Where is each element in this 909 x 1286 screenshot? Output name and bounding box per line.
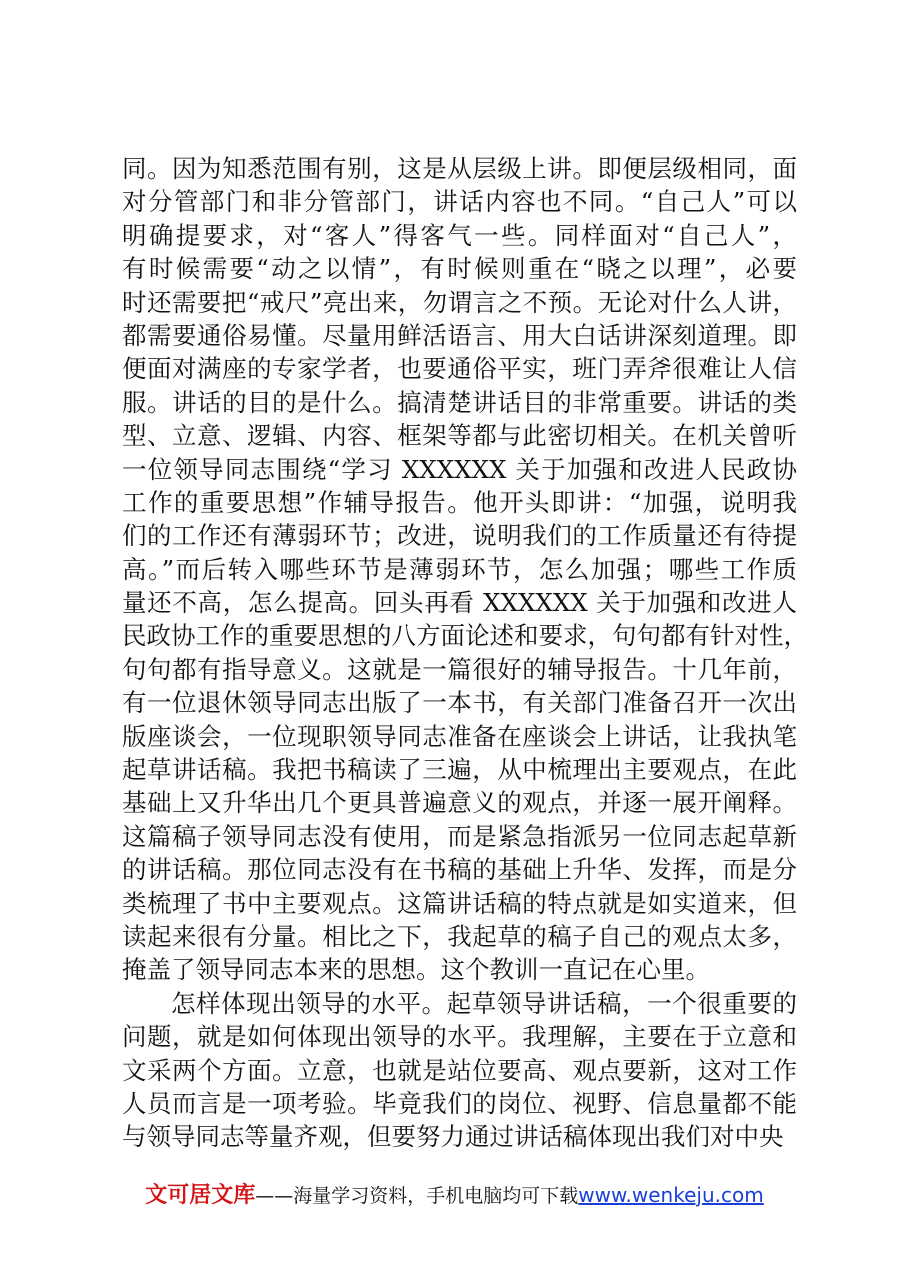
text-line: 们的工作还有薄弱环节；改进，说明我们的工作质量还有待提 (122, 521, 797, 551)
footer-tagline: ——海量学习资料，手机电脑均可下载 (255, 1185, 579, 1207)
text-line: 起草讲话稿。我把书稿读了三遍，从中梳理出主要观点，在此 (122, 755, 797, 785)
text-line: 读起来很有分量。相比之下，我起草的稿子自己的观点太多， (122, 921, 797, 951)
text-line: 怎样体现出领导的水平。起草领导讲话稿，一个很重要的 (171, 988, 797, 1018)
text-line: 的讲话稿。那位同志没有在书稿的基础上升华、发挥，而是分 (122, 855, 797, 885)
text-line: 掩盖了领导同志本来的思想。这个教训一直记在心里。 (122, 955, 710, 985)
text-line: 量还不高，怎么提高。回头再看 XXXXXX 关于加强和改进人 (122, 588, 797, 618)
text-line: 同。因为知悉范围有别，这是从层级上讲。即便层级相同，面 (122, 154, 797, 183)
text-line: 工作的重要思想”作辅导报告。他开头即讲：“加强，说明我 (122, 487, 797, 517)
text-line: 高。”而后转入哪些环节是薄弱环节，怎么加强；哪些工作质 (122, 554, 797, 584)
text-line: 便面对满座的专家学者，也要通俗平实，班门弄斧很难让人信 (122, 354, 797, 384)
paragraph-1 (122, 152, 808, 987)
text-line: 有一位退休领导同志出版了一本书，有关部门准备召开一次出 (122, 688, 797, 718)
paragraph-2 (122, 987, 797, 1154)
text-line: 有时候需要“动之以情”，有时候则重在“晓之以理”，必要 (122, 254, 797, 284)
text-line: 这篇稿子领导同志没有使用，而是紧急指派另一位同志起草新 (122, 821, 797, 851)
footer-link[interactable]: www.wenkeju.com (578, 1183, 764, 1207)
text-line: 型、立意、逻辑、内容、框架等都与此密切相关。在机关曾听 (122, 421, 797, 451)
text-line: 类梳理了书中主要观点。这篇讲话稿的特点就是如实道来，但 (122, 888, 797, 918)
text-line: 一位领导同志围绕“学习 XXXXXX 关于加强和改进人民政协 (122, 454, 797, 484)
text-line: 句句都有指导意义。这就是一篇很好的辅导报告。十几年前， (122, 654, 797, 684)
text-line: 版座谈会，一位现职领导同志准备在座谈会上讲话，让我执笔 (122, 721, 797, 751)
text-line: 基础上又升华出几个更具普遍意义的观点，并逐一展开阐释。 (122, 788, 797, 818)
text-line: 服。讲话的目的是什么。搞清楚讲话目的非常重要。讲话的类 (122, 387, 797, 417)
body-text (122, 152, 808, 1154)
text-line: 时还需要把“戒尺”亮出来，勿谓言之不预。无论对什么人讲， (122, 287, 797, 317)
footer-brand: 文可居文库 (145, 1183, 256, 1208)
text-line: 明确提要求，对“客人”得客气一些。同样面对“自己人”， (122, 220, 797, 250)
text-line: 文采两个方面。立意，也就是站位要高、观点要新，这对工作 (122, 1055, 797, 1085)
text-line: 与领导同志等量齐观，但要努力通过讲话稿体现出我们对中央 (122, 1122, 784, 1152)
text-line: 问题，就是如何体现出领导的水平。我理解，主要在于立意和 (122, 1022, 797, 1052)
text-line: 对分管部门和非分管部门，讲话内容也不同。“自己人”可以 (122, 187, 797, 217)
footer-banner (0, 1180, 909, 1211)
text-line: 都需要通俗易懂。尽量用鲜活语言、用大白话讲深刻道理。即 (122, 320, 797, 350)
text-line: 民政协工作的重要思想的八方面论述和要求，句句都有针对性， (122, 621, 808, 651)
text-line: 人员而言是一项考验。毕竟我们的岗位、视野、信息量都不能 (122, 1088, 797, 1118)
